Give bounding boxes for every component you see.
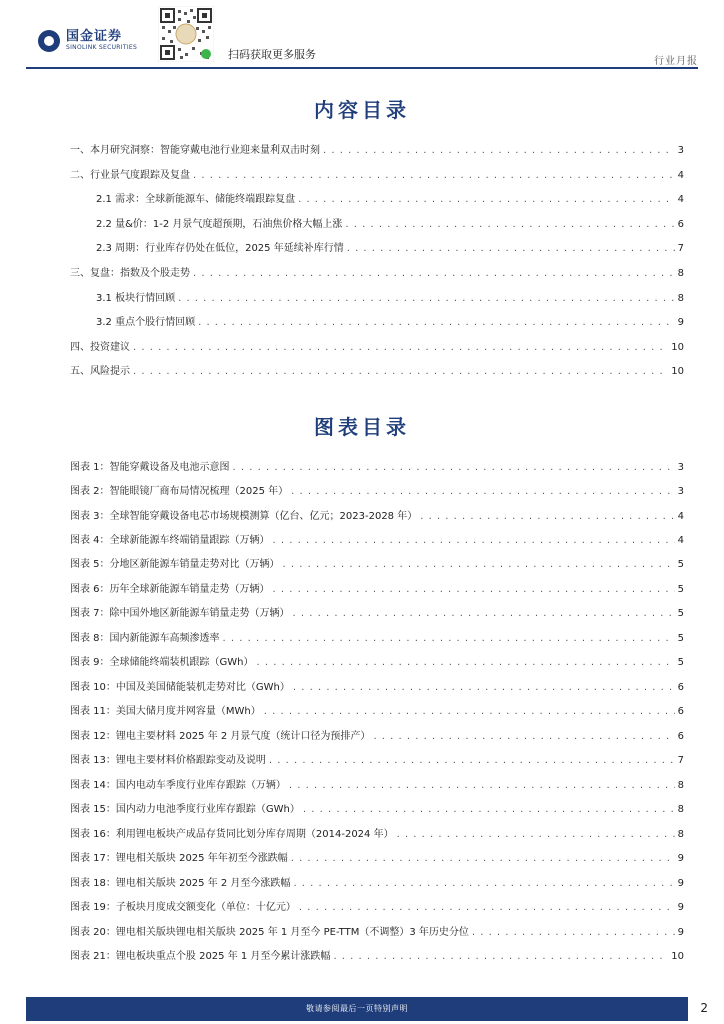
contents-item-label: 四、投资建议 (70, 342, 130, 353)
contents-item-page: 4 (677, 170, 684, 181)
figure-item[interactable] (70, 629, 684, 643)
logo-name-en: SINOLINK SECURITIES (66, 44, 138, 51)
leader-dots (293, 608, 675, 619)
leader-dots (291, 486, 674, 497)
contents-item-label: 2.2 量&价：1-2 月景气度超预期，石油焦价格大幅上涨 (96, 219, 343, 230)
footer-disclaimer[interactable]: 敬请参阅最后一页特别声明 (306, 1004, 408, 1013)
figure-item[interactable] (70, 482, 684, 496)
figure-item-label: 图表 2：智能眼镜厂商布局情况梳理（2025 年） (70, 486, 289, 497)
figure-item-label: 图表 4：全球新能源车终端销量跟踪（万辆） (70, 535, 270, 546)
leader-dots (273, 584, 675, 595)
leader-dots (303, 804, 675, 815)
page-header (0, 0, 724, 70)
contents-title: 内容目录 (314, 98, 410, 122)
figure-item-page: 5 (677, 584, 684, 595)
contents-item[interactable] (70, 362, 684, 376)
figure-item-label: 图表 15：国内动力电池季度行业库存跟踪（GWh） (70, 804, 300, 815)
contents-item-page: 9 (677, 317, 684, 328)
figure-item-page: 3 (677, 486, 684, 497)
header-divider (26, 67, 698, 69)
leader-dots (283, 559, 675, 570)
figure-item[interactable] (70, 458, 684, 472)
figure-item[interactable] (70, 727, 684, 741)
logo-name-cn: 国金证券 (66, 29, 123, 44)
figure-item-label: 图表 19：子板块月度成交额变化（单位：十亿元） (70, 902, 296, 913)
figure-item[interactable] (70, 898, 684, 912)
leader-dots (193, 268, 675, 279)
leader-dots (289, 780, 675, 791)
figure-item[interactable] (70, 580, 684, 594)
figure-item-label: 图表 16：利用锂电板块产成品存货同比划分库存周期（2014-2024 年） (70, 829, 394, 840)
leader-dots (133, 342, 668, 353)
figure-item[interactable] (70, 825, 684, 839)
leader-dots (257, 657, 675, 668)
leader-dots (347, 243, 675, 254)
figure-item-label: 图表 21：锂电板块重点个股 2025 年 1 月至今累计涨跌幅 (70, 951, 331, 962)
leader-dots (291, 853, 675, 864)
scan-prompt: 扫码获取更多服务 (228, 48, 316, 61)
figure-item-page: 5 (677, 657, 684, 668)
contents-item-page: 4 (677, 194, 684, 205)
figure-item-label: 图表 12：锂电主要材料 2025 年 2 月景气度（统计口径为预排产） (70, 731, 371, 742)
leader-dots (198, 317, 675, 328)
contents-item[interactable] (70, 264, 684, 278)
contents-item[interactable] (70, 338, 684, 352)
figure-item[interactable] (70, 923, 684, 937)
figure-item-label: 图表 1：智能穿戴设备及电池示意图 (70, 462, 230, 473)
figure-item-label: 图表 11：美国大储月度并网容量（MWh） (70, 706, 261, 717)
page-number: 2 (700, 1001, 708, 1015)
figure-item-label: 图表 17：锂电相关版块 2025 年年初至今涨跌幅 (70, 853, 288, 864)
figure-item[interactable] (70, 507, 684, 521)
leader-dots (472, 927, 675, 938)
figure-item-page: 9 (677, 902, 684, 913)
leader-dots (264, 706, 675, 717)
figure-item[interactable] (70, 531, 684, 545)
figure-item-page: 3 (677, 462, 684, 473)
figure-item-label: 图表 13：锂电主要材料价格跟踪变动及说明 (70, 755, 266, 766)
leader-dots (293, 682, 675, 693)
contents-item-page: 10 (671, 366, 684, 377)
contents-item[interactable] (96, 313, 684, 327)
figure-item[interactable] (70, 751, 684, 765)
figure-item-label: 图表 18：锂电相关版块 2025 年 2 月至今涨跌幅 (70, 878, 291, 889)
leader-dots (293, 878, 674, 889)
contents-item-page: 3 (677, 145, 684, 156)
contents-item-page: 8 (677, 268, 684, 279)
figure-item-page: 8 (677, 829, 684, 840)
contents-item[interactable] (96, 215, 684, 229)
figure-item-page: 9 (677, 927, 684, 938)
figure-item-label: 图表 9：全球储能终端装机跟踪（GWh） (70, 657, 254, 668)
figure-item-label: 图表 8：国内新能源车高频渗透率 (70, 633, 220, 644)
qr-code-icon[interactable] (158, 6, 214, 62)
leader-dots (373, 731, 674, 742)
leader-dots (273, 535, 675, 546)
leader-dots (397, 829, 675, 840)
report-type-label: 行业月报 (654, 56, 698, 67)
figure-item-page: 4 (677, 535, 684, 546)
contents-item-label: 三、复盘：指数及个股走势 (70, 268, 190, 279)
leader-dots (223, 633, 675, 644)
figure-item-page: 5 (677, 559, 684, 570)
figure-item-label: 图表 20：锂电相关版块锂电相关版块 2025 年 1 月至今 PE-TTM（不调整）3 年历史分位 (70, 927, 469, 938)
figure-item[interactable] (70, 849, 684, 863)
figure-item-label: 图表 3：全球智能穿戴设备电芯市场规模测算（亿台、亿元；2023-2028 年） (70, 511, 418, 522)
figure-item-label: 图表 14：国内电动车季度行业库存跟踪（万辆） (70, 780, 286, 791)
figure-item-page: 5 (677, 608, 684, 619)
logo-mark-icon (38, 30, 60, 52)
figure-item[interactable] (70, 604, 684, 618)
figure-item-page: 8 (677, 804, 684, 815)
figure-item-label: 图表 7：除中国外地区新能源车销量走势（万辆） (70, 608, 290, 619)
leader-dots (333, 951, 668, 962)
contents-item[interactable] (96, 239, 684, 253)
contents-item-label: 3.1 板块行情回顾 (96, 293, 176, 304)
figure-item[interactable] (70, 702, 684, 716)
contents-item-page: 10 (671, 342, 684, 353)
leader-dots (323, 145, 675, 156)
contents-item[interactable] (96, 289, 684, 303)
figure-item-page: 6 (677, 682, 684, 693)
company-logo (38, 30, 137, 52)
leader-dots (133, 366, 668, 377)
figure-item[interactable] (70, 653, 684, 667)
figure-item[interactable] (70, 947, 684, 961)
leader-dots (298, 194, 675, 205)
figure-item[interactable] (70, 555, 684, 569)
leader-dots (233, 462, 675, 473)
contents-item[interactable] (70, 141, 684, 155)
figure-item-label: 图表 10：中国及美国储能装机走势对比（GWh） (70, 682, 290, 693)
contents-item-page: 7 (677, 243, 684, 254)
contents-item-label: 2.3 周期：行业库存仍处在低位，2025 年延续补库行情 (96, 243, 344, 254)
contents-item-label: 2.1 需求：全球新能源车、储能终端跟踪复盘 (96, 194, 296, 205)
contents-item[interactable] (70, 166, 684, 180)
leader-dots (178, 293, 675, 304)
contents-item-label: 一、本月研究洞察：智能穿戴电池行业迎来量利双击时刻 (70, 145, 320, 156)
leader-dots (420, 511, 674, 522)
figure-item-page: 9 (677, 853, 684, 864)
contents-item-page: 8 (677, 293, 684, 304)
figure-item-label: 图表 6：历年全球新能源车销量走势（万辆） (70, 584, 270, 595)
figure-item-page: 10 (671, 951, 684, 962)
contents-item-label: 二、行业景气度跟踪及复盘 (70, 170, 190, 181)
leader-dots (193, 170, 675, 181)
leader-dots (345, 219, 674, 230)
figure-item[interactable] (70, 800, 684, 814)
figure-item[interactable] (70, 678, 684, 692)
contents-item-label: 五、风险提示 (70, 366, 130, 377)
figures-title: 图表目录 (314, 415, 410, 439)
contents-item[interactable] (96, 190, 684, 204)
figure-item-page: 7 (677, 755, 684, 766)
leader-dots (299, 902, 675, 913)
figure-item-label: 图表 5：分地区新能源车销量走势对比（万辆） (70, 559, 280, 570)
figure-item-page: 4 (677, 511, 684, 522)
figure-item[interactable] (70, 874, 684, 888)
leader-dots (269, 755, 675, 766)
figure-item-page: 5 (677, 633, 684, 644)
figure-item-page: 9 (677, 878, 684, 889)
contents-item-label: 3.2 重点个股行情回顾 (96, 317, 196, 328)
figure-item-page: 6 (677, 731, 684, 742)
figure-item-page: 8 (677, 780, 684, 791)
contents-item-page: 6 (677, 219, 684, 230)
figure-item-page: 6 (677, 706, 684, 717)
figure-item[interactable] (70, 776, 684, 790)
